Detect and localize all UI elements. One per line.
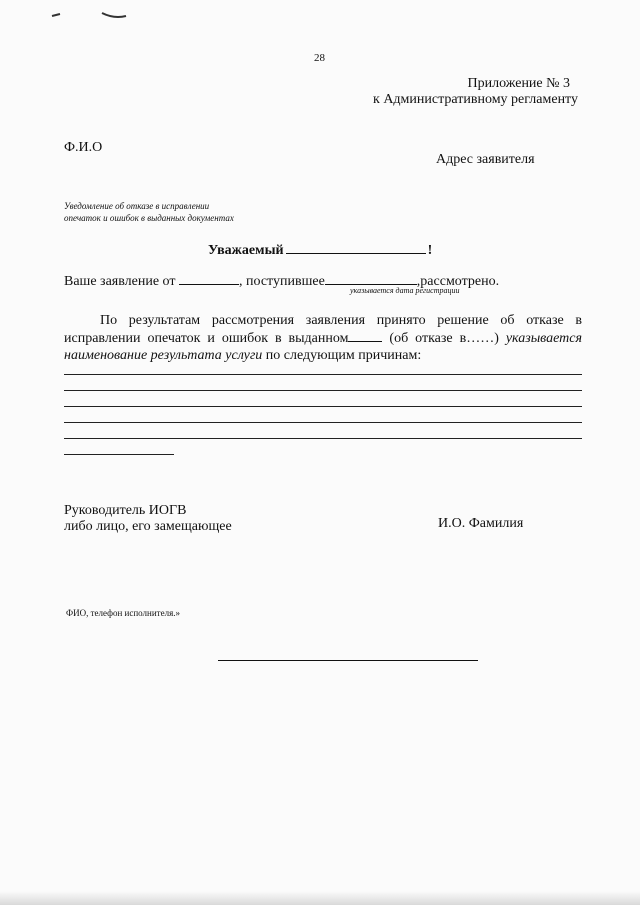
signer-position-line1: Руководитель ИОГВ	[64, 503, 187, 518]
appendix-title: Приложение № 3	[467, 76, 570, 91]
applicant-address-label: Адрес заявителя	[436, 152, 535, 167]
salutation-name-blank	[286, 240, 426, 254]
intro-text-1: Ваше заявление от	[64, 274, 179, 289]
closing-line	[218, 660, 478, 661]
signer-position-line2: либо лицо, его замещающее	[64, 519, 232, 534]
decision-text-2: (об отказе в……)	[389, 331, 499, 346]
decision-paragraph	[64, 312, 582, 364]
reason-line	[64, 406, 582, 407]
intro-text-3: ,рассмотрено.	[416, 274, 500, 289]
issued-document-blank	[348, 329, 382, 342]
application-date-blank	[179, 272, 239, 285]
salutation	[208, 240, 432, 259]
reason-line	[64, 454, 174, 455]
notice-type-line1: Уведомление об отказе в исправлении	[64, 201, 210, 211]
scan-bottom-edge	[0, 891, 640, 905]
intro-text-2: , поступившее	[239, 274, 325, 289]
appendix-subtitle: к Административному регламенту	[373, 92, 578, 107]
page-number: 28	[314, 52, 325, 64]
scan-artifact-mark	[50, 10, 130, 20]
salutation-exclamation: !	[427, 243, 433, 258]
reason-line	[64, 390, 582, 391]
decision-text-1: По результатам рассмотрения заявления принято решение об отказе в исправлении опечаток и ошибок в выданном	[64, 313, 582, 346]
reason-line	[64, 422, 582, 423]
signer-name: И.О. Фамилия	[438, 516, 524, 531]
decision-text-3: указывается наименование результата услуги	[64, 331, 583, 363]
registration-date-blank	[325, 272, 417, 285]
registration-date-hint: указывается дата регистрации	[350, 286, 460, 295]
reason-line	[64, 438, 582, 439]
salutation-text: Уважаемый	[208, 243, 284, 258]
notice-type-line2: опечаток и ошибок в выданных документах	[64, 213, 234, 223]
executor-contact-note: ФИО, телефон исполнителя.»	[66, 608, 180, 618]
reason-line	[64, 374, 582, 375]
recipient-fio-label: Ф.И.О	[64, 140, 103, 155]
decision-text-4: по следующим причинам:	[265, 348, 422, 363]
